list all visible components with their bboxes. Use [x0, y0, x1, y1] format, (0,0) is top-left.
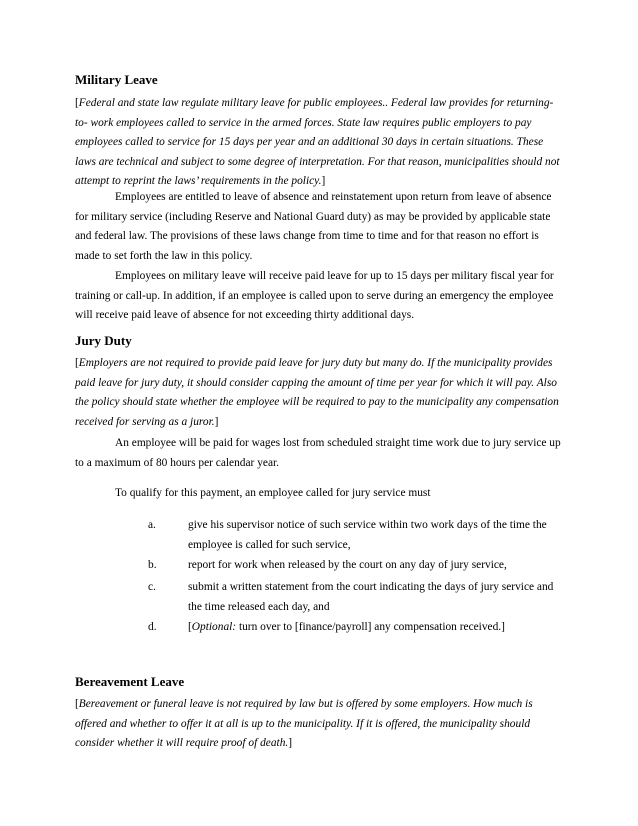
- list-item-letter: a.: [148, 519, 156, 531]
- jury-duty-note: [75, 354, 563, 432]
- list-item-text: submit a written statement from the court indicating the days of jury service and the time released each day, and: [188, 581, 554, 613]
- note-open-bracket: [: [75, 698, 79, 710]
- military-note-text: Federal and state law regulate military leave for public employees.. Federal law provides for returning-to- work employees called to service in the armed forces. State law requires public employers to pay employees called to service for 15 days per year and an additional 30 days in certain situations. These laws are technical and subject to some degree of interpretation. For that reason, municipalities should not attempt to reprint the laws’ requirements in the policy.: [75, 97, 560, 187]
- jury-duty-paragraph-1: An employee will be paid for wages lost from scheduled straight time work due to jury service up to a maximum of 80 hours per calendar year.: [75, 437, 561, 469]
- optional-label: Optional:: [191, 621, 237, 633]
- note-open-bracket: [: [75, 97, 79, 109]
- optional-open-bracket: [: [188, 621, 192, 633]
- note-close-bracket: ]: [214, 415, 219, 428]
- list-item-letter: c.: [148, 581, 156, 593]
- optional-text: turn over to [finance/payroll] any compensation received.]: [236, 621, 505, 633]
- note-open-bracket: [: [75, 357, 79, 369]
- military-leave-note: [75, 94, 563, 192]
- bereavement-leave-note: [75, 695, 563, 754]
- list-item-text: give his supervisor notice of such service within two work days of the time the employee is called for such service,: [188, 519, 547, 551]
- military-leave-heading: Military Leave: [75, 72, 158, 87]
- military-leave-paragraph-1: Employees are entitled to leave of absence and reinstatement upon return from leave of absence for military service (including Reserve and National Guard duty) as may be provided by applicable state and federal law. The provisions of these laws change from time to time and for that reason no effort is made to set forth the law in this policy.: [75, 191, 552, 262]
- note-close-bracket: ]: [288, 737, 293, 749]
- jury-duty-paragraph-2: To qualify for this payment, an employee called for jury service must: [115, 487, 431, 499]
- list-item-letter: d.: [148, 621, 157, 633]
- list-item-text: [188, 618, 558, 638]
- bereavement-leave-heading: Bereavement Leave: [75, 674, 185, 689]
- note-close-bracket: ]: [321, 175, 326, 187]
- military-leave-paragraph-2: Employees on military leave will receive paid leave for up to 15 days per military fiscal year for training or call-up. In addition, if an employee is called upon to serve during an emergency the employee will receive paid leave of absence for not exceeding thirty additional days.: [75, 270, 554, 321]
- bereavement-note-text: Bereavement or funeral leave is not required by law but is offered by some employers. How much is offered and whether to offer it at all is up to the municipality. If it is offered, the municipality should consider whether it will require proof of death.: [75, 698, 533, 749]
- list-item-letter: b.: [148, 559, 157, 571]
- jury-note-text: Employers are not required to provide paid leave for jury duty but many do. If the municipality provides paid leave for jury duty, it should consider capping the amount of time per year for which it will pay. Also the policy should state whether the employee will be required to pay to the municipality any compensation received for serving as a juror.: [75, 357, 559, 428]
- jury-duty-heading: Jury Duty: [75, 333, 132, 348]
- list-item-text: report for work when released by the court on any day of jury service,: [188, 559, 507, 571]
